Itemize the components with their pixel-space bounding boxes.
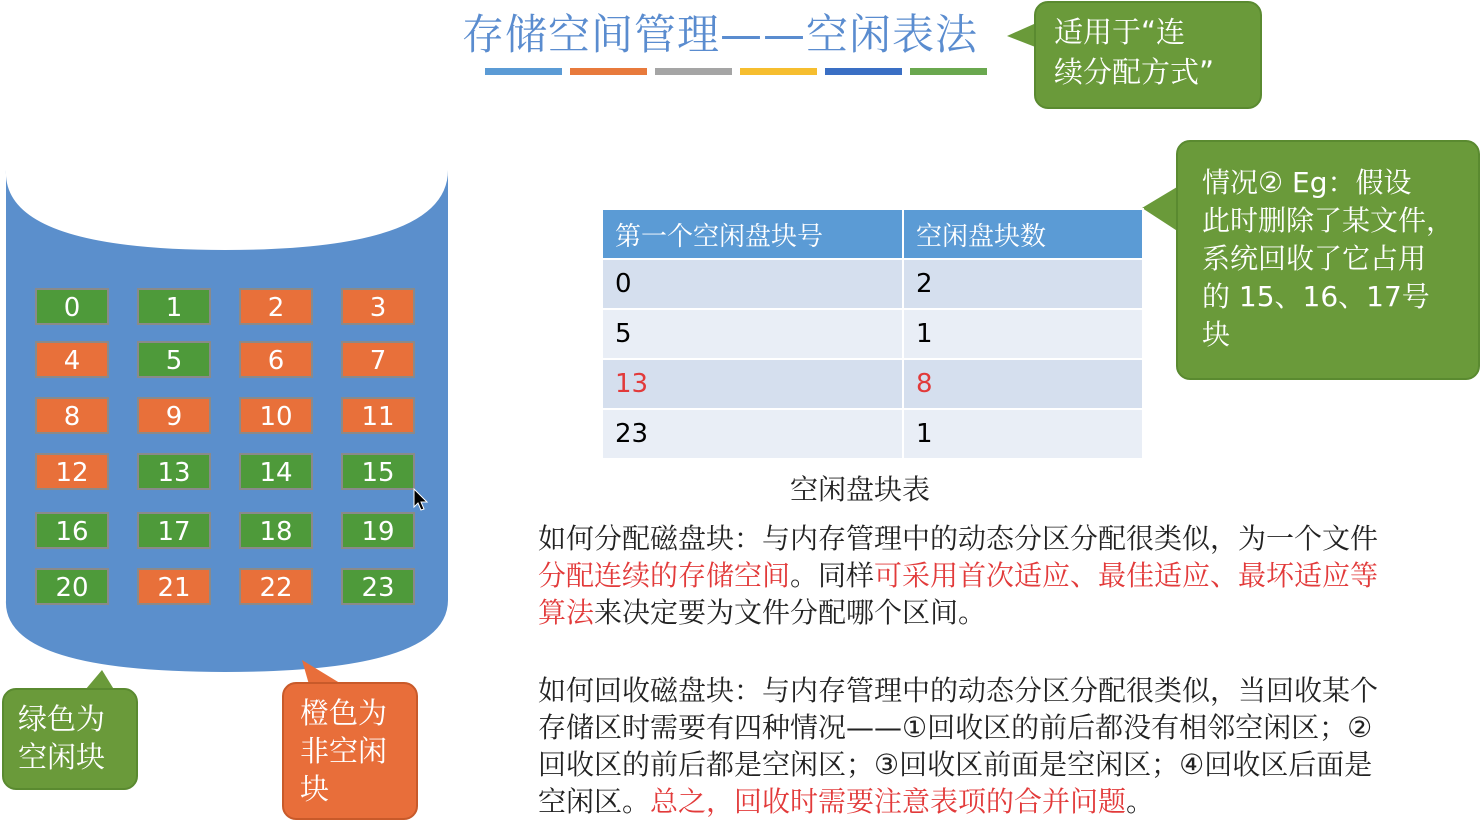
highlight-text: 算法 — [538, 596, 595, 629]
disk-block-1: 1 — [137, 288, 211, 325]
disk-block-18: 18 — [239, 512, 313, 549]
callout-line: 系统回收了它占用 — [1202, 242, 1427, 275]
disk-block-3: 3 — [341, 288, 415, 325]
disk-block-0: 0 — [35, 288, 109, 325]
disk-block-22: 22 — [239, 568, 313, 605]
highlight-text: 分配连续的存储空间 — [538, 559, 791, 592]
disk-block-11: 11 — [341, 397, 415, 434]
disk-block-9: 9 — [137, 397, 211, 434]
highlight-text: 可采用首次适应、最佳适应、最坏适应等 — [874, 559, 1379, 592]
callout-line: 续分配方式” — [1054, 55, 1215, 89]
table-row — [602, 309, 1143, 359]
text-span: 。 — [1126, 785, 1155, 818]
disk-block-14: 14 — [239, 453, 313, 490]
underline-seg — [570, 68, 647, 75]
text-line — [538, 557, 1484, 594]
table-cell: 5 — [602, 309, 903, 359]
disk-block-20: 20 — [35, 568, 109, 605]
disk-block-17: 17 — [137, 512, 211, 549]
underline-seg — [740, 68, 817, 75]
callout-line: 绿色为 — [18, 702, 106, 736]
callout-applicability — [1034, 1, 1262, 109]
disk-block-8: 8 — [35, 397, 109, 434]
text-line: 如何回收磁盘块：与内存管理中的动态分区分配很类似，当回收某个 — [538, 674, 1379, 707]
text-span: 空闲区。 — [538, 785, 651, 818]
callout-free-legend — [2, 688, 138, 790]
table-header: 空闲盘块数 — [903, 209, 1143, 259]
table-cell: 23 — [602, 409, 903, 459]
table-cell: 1 — [903, 309, 1143, 359]
disk-block-5: 5 — [137, 341, 211, 378]
disk-block-4: 4 — [35, 341, 109, 378]
text-span: 来决定要为文件分配哪个区间。 — [594, 596, 987, 629]
disk-block-12: 12 — [35, 453, 109, 490]
text-line: 如何分配磁盘块：与内存管理中的动态分区分配很类似，为一个文件 — [538, 522, 1379, 555]
table-cell: 0 — [602, 259, 903, 309]
callout-line: 橙色为 — [300, 696, 388, 730]
disk-block-7: 7 — [341, 341, 415, 378]
callout-line: 块 — [300, 772, 330, 806]
table-row — [602, 359, 1143, 409]
underline-seg — [825, 68, 902, 75]
callout-line: 非空闲 — [300, 734, 388, 768]
text-span: 。同样 — [790, 559, 875, 592]
table-header-row — [602, 209, 1143, 259]
table-header: 第一个空闲盘块号 — [602, 209, 903, 259]
text-line: 存储区时需要有四种情况——①回收区的前后都没有相邻空闲区；② — [538, 711, 1373, 744]
disk-block-6: 6 — [239, 341, 313, 378]
callout-line: 此时删除了某文件， — [1202, 204, 1455, 237]
disk-block-16: 16 — [35, 512, 109, 549]
disk-block-2: 2 — [239, 288, 313, 325]
disk-block-21: 21 — [137, 568, 211, 605]
mouse-cursor-icon — [413, 488, 429, 512]
callout-line: 的 15、16、17号 — [1202, 280, 1430, 313]
table-caption: 空闲盘块表 — [790, 473, 931, 506]
text-line — [538, 783, 1484, 820]
callout-line: 适用于“连 — [1054, 15, 1186, 49]
disk-block-10: 10 — [239, 397, 313, 434]
free-space-table — [601, 208, 1144, 460]
table-row — [602, 259, 1143, 309]
table-cell: 13 — [602, 359, 903, 409]
table-cell: 8 — [903, 359, 1143, 409]
page-title: 存储空间管理——空闲表法 — [462, 10, 979, 59]
table-row — [602, 409, 1143, 459]
callout-busy-legend — [282, 682, 418, 820]
callout-line: 情况② Eg：假设 — [1202, 166, 1412, 199]
highlight-text: 总之，回收时需要注意表项的合并问题 — [650, 785, 1127, 818]
title-underline — [485, 68, 990, 76]
disk-block-19: 19 — [341, 512, 415, 549]
underline-seg — [655, 68, 732, 75]
table-cell: 1 — [903, 409, 1143, 459]
reclaim-paragraph — [538, 672, 1484, 820]
alloc-paragraph — [538, 520, 1484, 631]
callout-line: 块 — [1202, 318, 1231, 351]
disk-block-13: 13 — [137, 453, 211, 490]
callout-case-2 — [1176, 140, 1480, 380]
disk-block-15: 15 — [341, 453, 415, 490]
callout-line: 空闲块 — [18, 740, 106, 774]
text-line: 回收区的前后都是空闲区；③回收区前面是空闲区；④回收区后面是 — [538, 748, 1373, 781]
disk-block-23: 23 — [341, 568, 415, 605]
underline-seg — [910, 68, 987, 75]
underline-seg — [485, 68, 562, 75]
text-line — [538, 594, 1484, 631]
table-cell: 2 — [903, 259, 1143, 309]
